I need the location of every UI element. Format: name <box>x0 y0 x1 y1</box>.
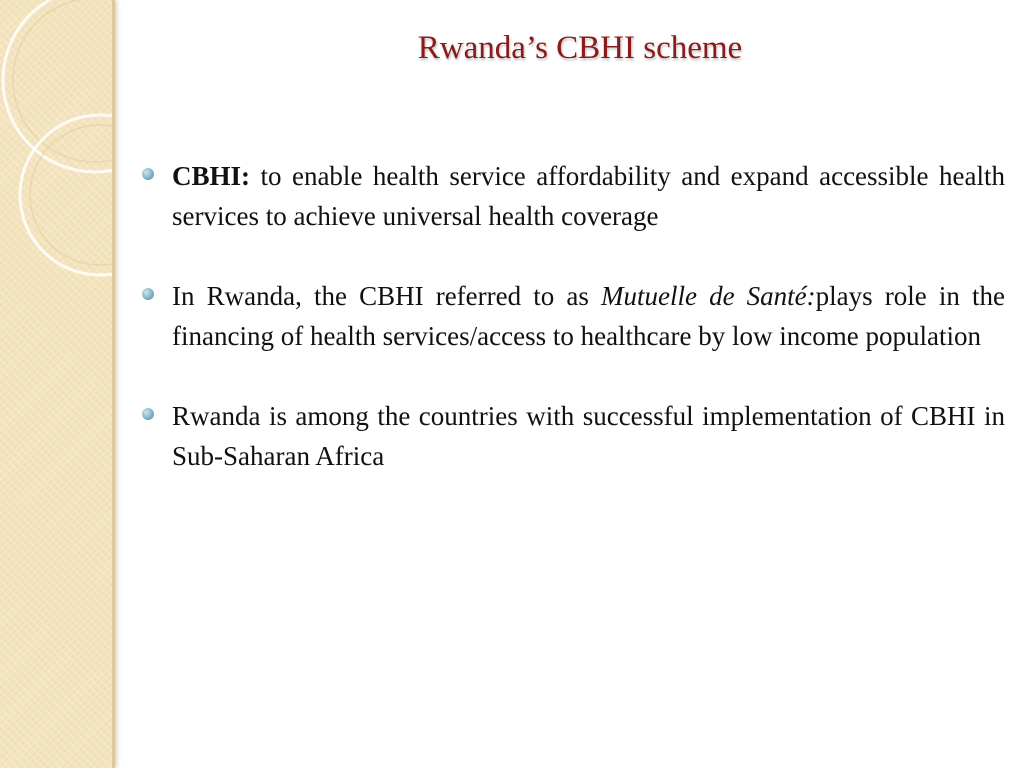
bullet-item-success <box>140 396 1005 476</box>
bullet-icon <box>142 288 154 300</box>
decorative-side-panel <box>0 0 115 768</box>
bullet-icon <box>142 168 154 180</box>
bullet-icon <box>142 408 154 420</box>
slide-title: Rwanda’s CBHI scheme <box>417 30 743 66</box>
bullet-term: CBHI: <box>172 161 251 191</box>
bullet-item-mutuelle <box>140 276 1005 356</box>
bullet-text: Rwanda is among the countries with successful implementation of CBHI in Sub-Saharan Africa <box>172 401 1005 471</box>
bullet-text: to enable health service affordability and expand accessible health services to achieve universal health coverage <box>172 161 1005 231</box>
bullet-text-before: In Rwanda, the CBHI referred to as <box>172 281 601 311</box>
bullet-item-cbhi-definition <box>140 156 1005 236</box>
bullet-list <box>140 156 1005 516</box>
bullet-text-after: plays role in the financing of health services/access to healthcare by low income population <box>172 281 1005 351</box>
bullet-emphasis: Mutuelle de Santé: <box>600 281 816 311</box>
decorative-circles-icon <box>0 0 112 768</box>
